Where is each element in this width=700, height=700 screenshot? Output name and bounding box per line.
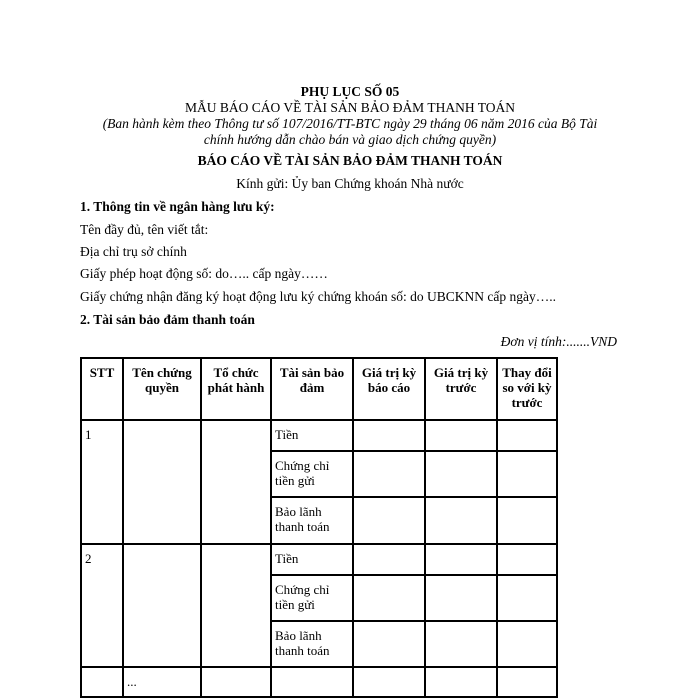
warrant-name-cell <box>123 544 201 667</box>
period-value-cell <box>353 497 425 544</box>
issuance-note-line2: chính hướng dẫn chào bán và giao dịch chứng quyền) <box>203 132 497 147</box>
period-value-cell <box>353 575 425 621</box>
asset-cell: Tiền <box>271 420 353 451</box>
asset-cell: Chứng chỉ tiền gửi <box>271 451 353 497</box>
header-previous-value: Giá trị kỳ trước <box>425 358 497 420</box>
issuer-cell <box>201 667 271 697</box>
header-warrant-name: Tên chứng quyền <box>123 358 201 420</box>
period-value-cell <box>353 621 425 667</box>
period-value-cell <box>353 544 425 575</box>
previous-value-cell <box>425 497 497 544</box>
issuer-cell <box>201 544 271 667</box>
recipient-line: Kính gửi: Ủy ban Chứng khoán Nhà nước <box>236 176 464 191</box>
previous-value-cell <box>425 544 497 575</box>
period-value-cell <box>353 451 425 497</box>
license-line: Giấy phép hoạt động số: do….. cấp ngày…… <box>80 266 328 281</box>
header-collateral: Tài sản bảo đảm <box>271 358 353 420</box>
certificate-line: Giấy chứng nhận đăng ký hoạt động lưu ký chứng khoán số: do UBCKNN cấp ngày….. <box>80 289 557 304</box>
asset-cell <box>271 667 353 697</box>
appendix-label: PHỤ LỤC SỐ 05 <box>300 84 400 99</box>
report-title: BÁO CÁO VỀ TÀI SẢN BẢO ĐẢM THANH TOÁN <box>197 153 503 168</box>
change-cell <box>497 621 557 667</box>
asset-cell: Bảo lãnh thanh toán <box>271 497 353 544</box>
asset-cell: Chứng chỉ tiền gửi <box>271 575 353 621</box>
section1-heading: 1. Thông tin về ngân hàng lưu ký: <box>80 199 275 214</box>
change-cell <box>497 575 557 621</box>
address-line: Địa chỉ trụ sở chính <box>80 244 187 259</box>
asset-cell: Tiền <box>271 544 353 575</box>
asset-cell: Bảo lãnh thanh toán <box>271 621 353 667</box>
header-stt: STT <box>81 358 123 420</box>
unit-label: Đơn vị tính:.......VND <box>500 334 617 349</box>
warrant-name-cell <box>123 420 201 544</box>
change-cell <box>497 451 557 497</box>
full-name-line: Tên đầy đủ, tên viết tắt: <box>80 222 209 237</box>
issuer-cell <box>201 420 271 544</box>
table-row <box>81 420 557 451</box>
stt-cell <box>81 667 123 697</box>
change-cell <box>497 497 557 544</box>
collateral-table <box>80 357 558 698</box>
table-row <box>81 544 557 575</box>
previous-value-cell <box>425 667 497 697</box>
change-cell <box>497 544 557 575</box>
issuance-note-line1: (Ban hành kèm theo Thông tư số 107/2016/TT-BTC ngày 29 tháng 06 năm 2016 của Bộ Tài <box>102 116 598 131</box>
form-title: MẪU BÁO CÁO VỀ TÀI SẢN BẢO ĐẢM THANH TOÁN <box>185 100 515 115</box>
section2-heading: 2. Tài sản bảo đảm thanh toán <box>80 312 255 327</box>
ellipsis-cell: ... <box>123 667 201 697</box>
header-change: Thay đổi so với kỳ trước <box>497 358 557 420</box>
previous-value-cell <box>425 575 497 621</box>
previous-value-cell <box>425 451 497 497</box>
change-cell <box>497 667 557 697</box>
period-value-cell <box>353 420 425 451</box>
change-cell <box>497 420 557 451</box>
stt-cell: 1 <box>81 420 123 544</box>
header-issuer: Tổ chức phát hành <box>201 358 271 420</box>
period-value-cell <box>353 667 425 697</box>
previous-value-cell <box>425 621 497 667</box>
header-period-value: Giá trị kỳ báo cáo <box>353 358 425 420</box>
previous-value-cell <box>425 420 497 451</box>
stt-cell: 2 <box>81 544 123 667</box>
table-row <box>81 667 557 697</box>
